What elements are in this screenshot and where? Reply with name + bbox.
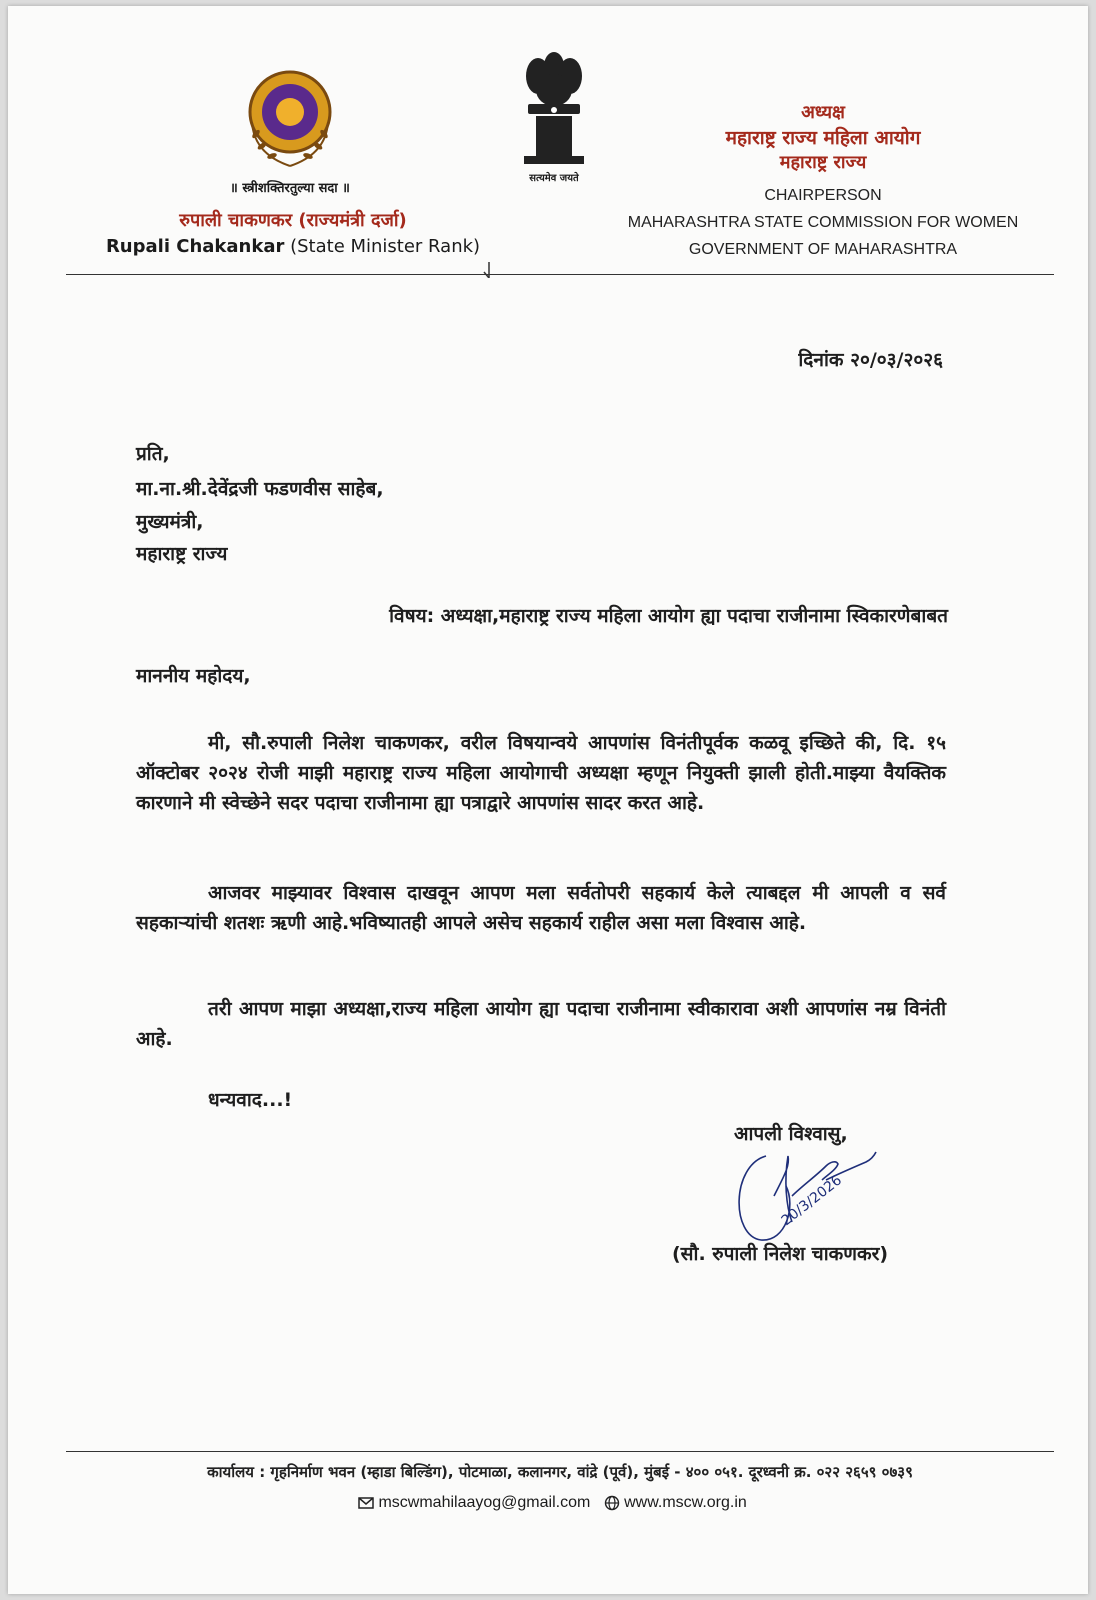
title-english-1: CHAIRPERSON: [764, 187, 882, 204]
email-link[interactable]: mscwmahilaayog@gmail.com: [378, 1494, 591, 1511]
letter-date: दिनांक २०/०३/२०२६: [798, 349, 943, 371]
address-line-1: प्रति,: [136, 443, 170, 465]
handwritten-signature: [726, 1136, 896, 1246]
salutation: माननीय महोदय,: [136, 665, 251, 687]
title-english-2: MAHARASHTRA STATE COMMISSION FOR WOMEN: [627, 214, 1019, 231]
website-link[interactable]: www.mscw.org.in: [624, 1494, 747, 1511]
title-marathi-2: महाराष्ट्र राज्य महिला आयोग: [725, 127, 921, 149]
contact-line: [358, 1494, 778, 1512]
letter-sheet: [8, 6, 1088, 1594]
footer-divider: [66, 1451, 1054, 1452]
paragraph-3-text: तरी आपण माझा अध्यक्षा,राज्य महिला आयोग ह्या पदाचा राजीनामा स्वीकारावा अशी आपणांस नम्र विनंती आहे.: [136, 998, 946, 1050]
letter-subject: विषय: अध्यक्षा,महाराष्ट्र राज्य महिला आयोग ह्या पदाचा राजीनामा स्विकारणेबाबत: [389, 605, 948, 627]
thanks: धन्यवाद...!: [208, 1089, 293, 1111]
header-divider: [66, 274, 1054, 275]
title-marathi-3: महाराष्ट्र राज्य: [779, 152, 867, 173]
paragraph-1-text: मी, सौ.रुपाली निलेश चाकणकर, वरील विषयान्वये आपणांस विनंतीपूर्वक कळवू इच्छिते की, दि. १५ ऑक्टोबर २०२४ रोजी माझी महाराष्ट्र राज्य महिला आयोगाची अध्यक्षा म्हणून नियुक्ती झाली होती.माझ्या वैयक्तिक कारणाने मी स्वेच्छेने सदर पदाचा राजीनामा ह्या पत्राद्वारे आपणांस सादर करत आहे.: [136, 732, 946, 814]
paragraph-3: [136, 994, 946, 1054]
signature-date: 20/3/2026: [778, 1172, 846, 1230]
address-line-2: मा.ना.श्री.देवेंद्रजी फडणवीस साहेब,: [136, 478, 384, 500]
address-line-3: मुख्यमंत्री,: [136, 511, 204, 533]
title-english-3: GOVERNMENT OF MAHARASHTRA: [688, 241, 958, 258]
national-emblem-icon: [514, 46, 594, 174]
paragraph-1: [136, 728, 946, 818]
commission-logo: [234, 62, 346, 174]
emblem-motto: सत्यमेव जयते: [529, 173, 579, 184]
paragraph-2-text: आजवर माझ्यावर विश्वास दाखवून आपण मला सर्वतोपरी सहकार्य केले त्याबद्दल मी आपली व सर्व सहकाऱ्यांची शतशः ऋणी आहे.भविष्यातही आपले असेच सहकार्य राहील असा मला विश्वास आहे.: [136, 882, 946, 934]
office-address: कार्यालय : गृहनिर्माण भवन (म्हाडा बिल्डिंग), पोटमाळा, कलानगर, वांद्रे (पूर्व), मुंबई - ४०० ०५१. दूरध्वनी क्र. ०२२ २६५९ ०७३९: [207, 1463, 913, 1481]
name-english: Rupali Chakankar: [105, 236, 285, 257]
closing: आपली विश्वासु,: [734, 1123, 848, 1145]
rank-english: (State Minister Rank): [290, 236, 481, 257]
name-english-line: [98, 236, 488, 257]
paragraph-2: [136, 878, 946, 938]
title-marathi-1: अध्यक्ष: [801, 102, 845, 123]
mail-icon: [358, 1495, 374, 1511]
address-line-4: महाराष्ट्र राज्य: [136, 543, 228, 565]
globe-icon: [604, 1495, 620, 1511]
motto: ॥ स्त्रीशक्तिरतुल्या सदा ॥: [230, 181, 350, 196]
signer-name: (सौ. रुपाली निलेश चाकणकर): [672, 1243, 889, 1265]
ink-mark: [482, 262, 496, 278]
name-marathi: रुपाली चाकणकर (राज्यमंत्री दर्जा): [179, 210, 407, 231]
